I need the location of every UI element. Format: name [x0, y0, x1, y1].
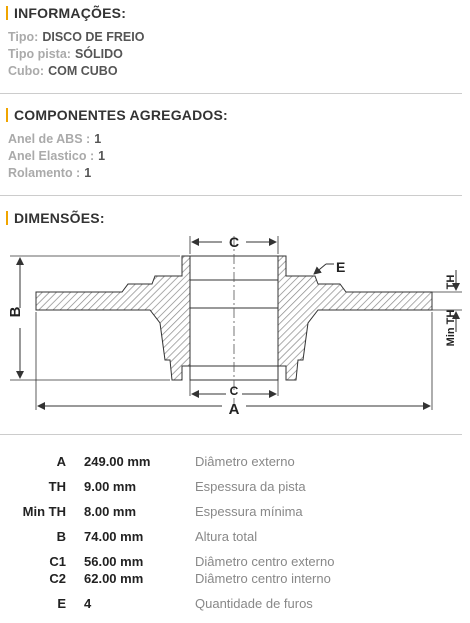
- disc-section-right: [278, 256, 432, 380]
- info-row-tipo-pista: Tipo pista: SÓLIDO: [8, 47, 123, 61]
- components-row-abs: Anel de ABS : 1: [8, 132, 102, 146]
- info-section-title: INFORMAÇÕES:: [6, 5, 126, 21]
- dim-label-b: B: [7, 306, 24, 318]
- components-row-rolamento: Rolamento : 1: [8, 166, 92, 180]
- components-section-title: COMPONENTES AGREGADOS:: [6, 107, 228, 123]
- dim-label-a: A: [228, 401, 240, 418]
- dim-label-th: TH: [445, 274, 457, 290]
- dim-label-e: E: [336, 259, 346, 275]
- accent-bar: [6, 6, 8, 20]
- accent-bar: [6, 108, 8, 122]
- brake-disc-diagram: [0, 228, 470, 428]
- dim-label-c-top: C: [228, 234, 240, 250]
- info-row-cubo: Cubo: COM CUBO: [8, 64, 118, 78]
- dim-label-c-bottom: C: [229, 384, 239, 398]
- divider: [0, 195, 462, 196]
- info-row-tipo: Tipo: DISCO DE FREIO: [8, 30, 145, 44]
- disc-section-left: [36, 256, 190, 380]
- accent-bar: [6, 211, 8, 225]
- divider: [0, 93, 462, 94]
- dimensions-section-title: DIMENSÕES:: [6, 210, 105, 226]
- dim-label-min-th: Min TH: [445, 309, 457, 347]
- components-row-anel: Anel Elastico : 1: [8, 149, 106, 163]
- divider: [0, 434, 462, 435]
